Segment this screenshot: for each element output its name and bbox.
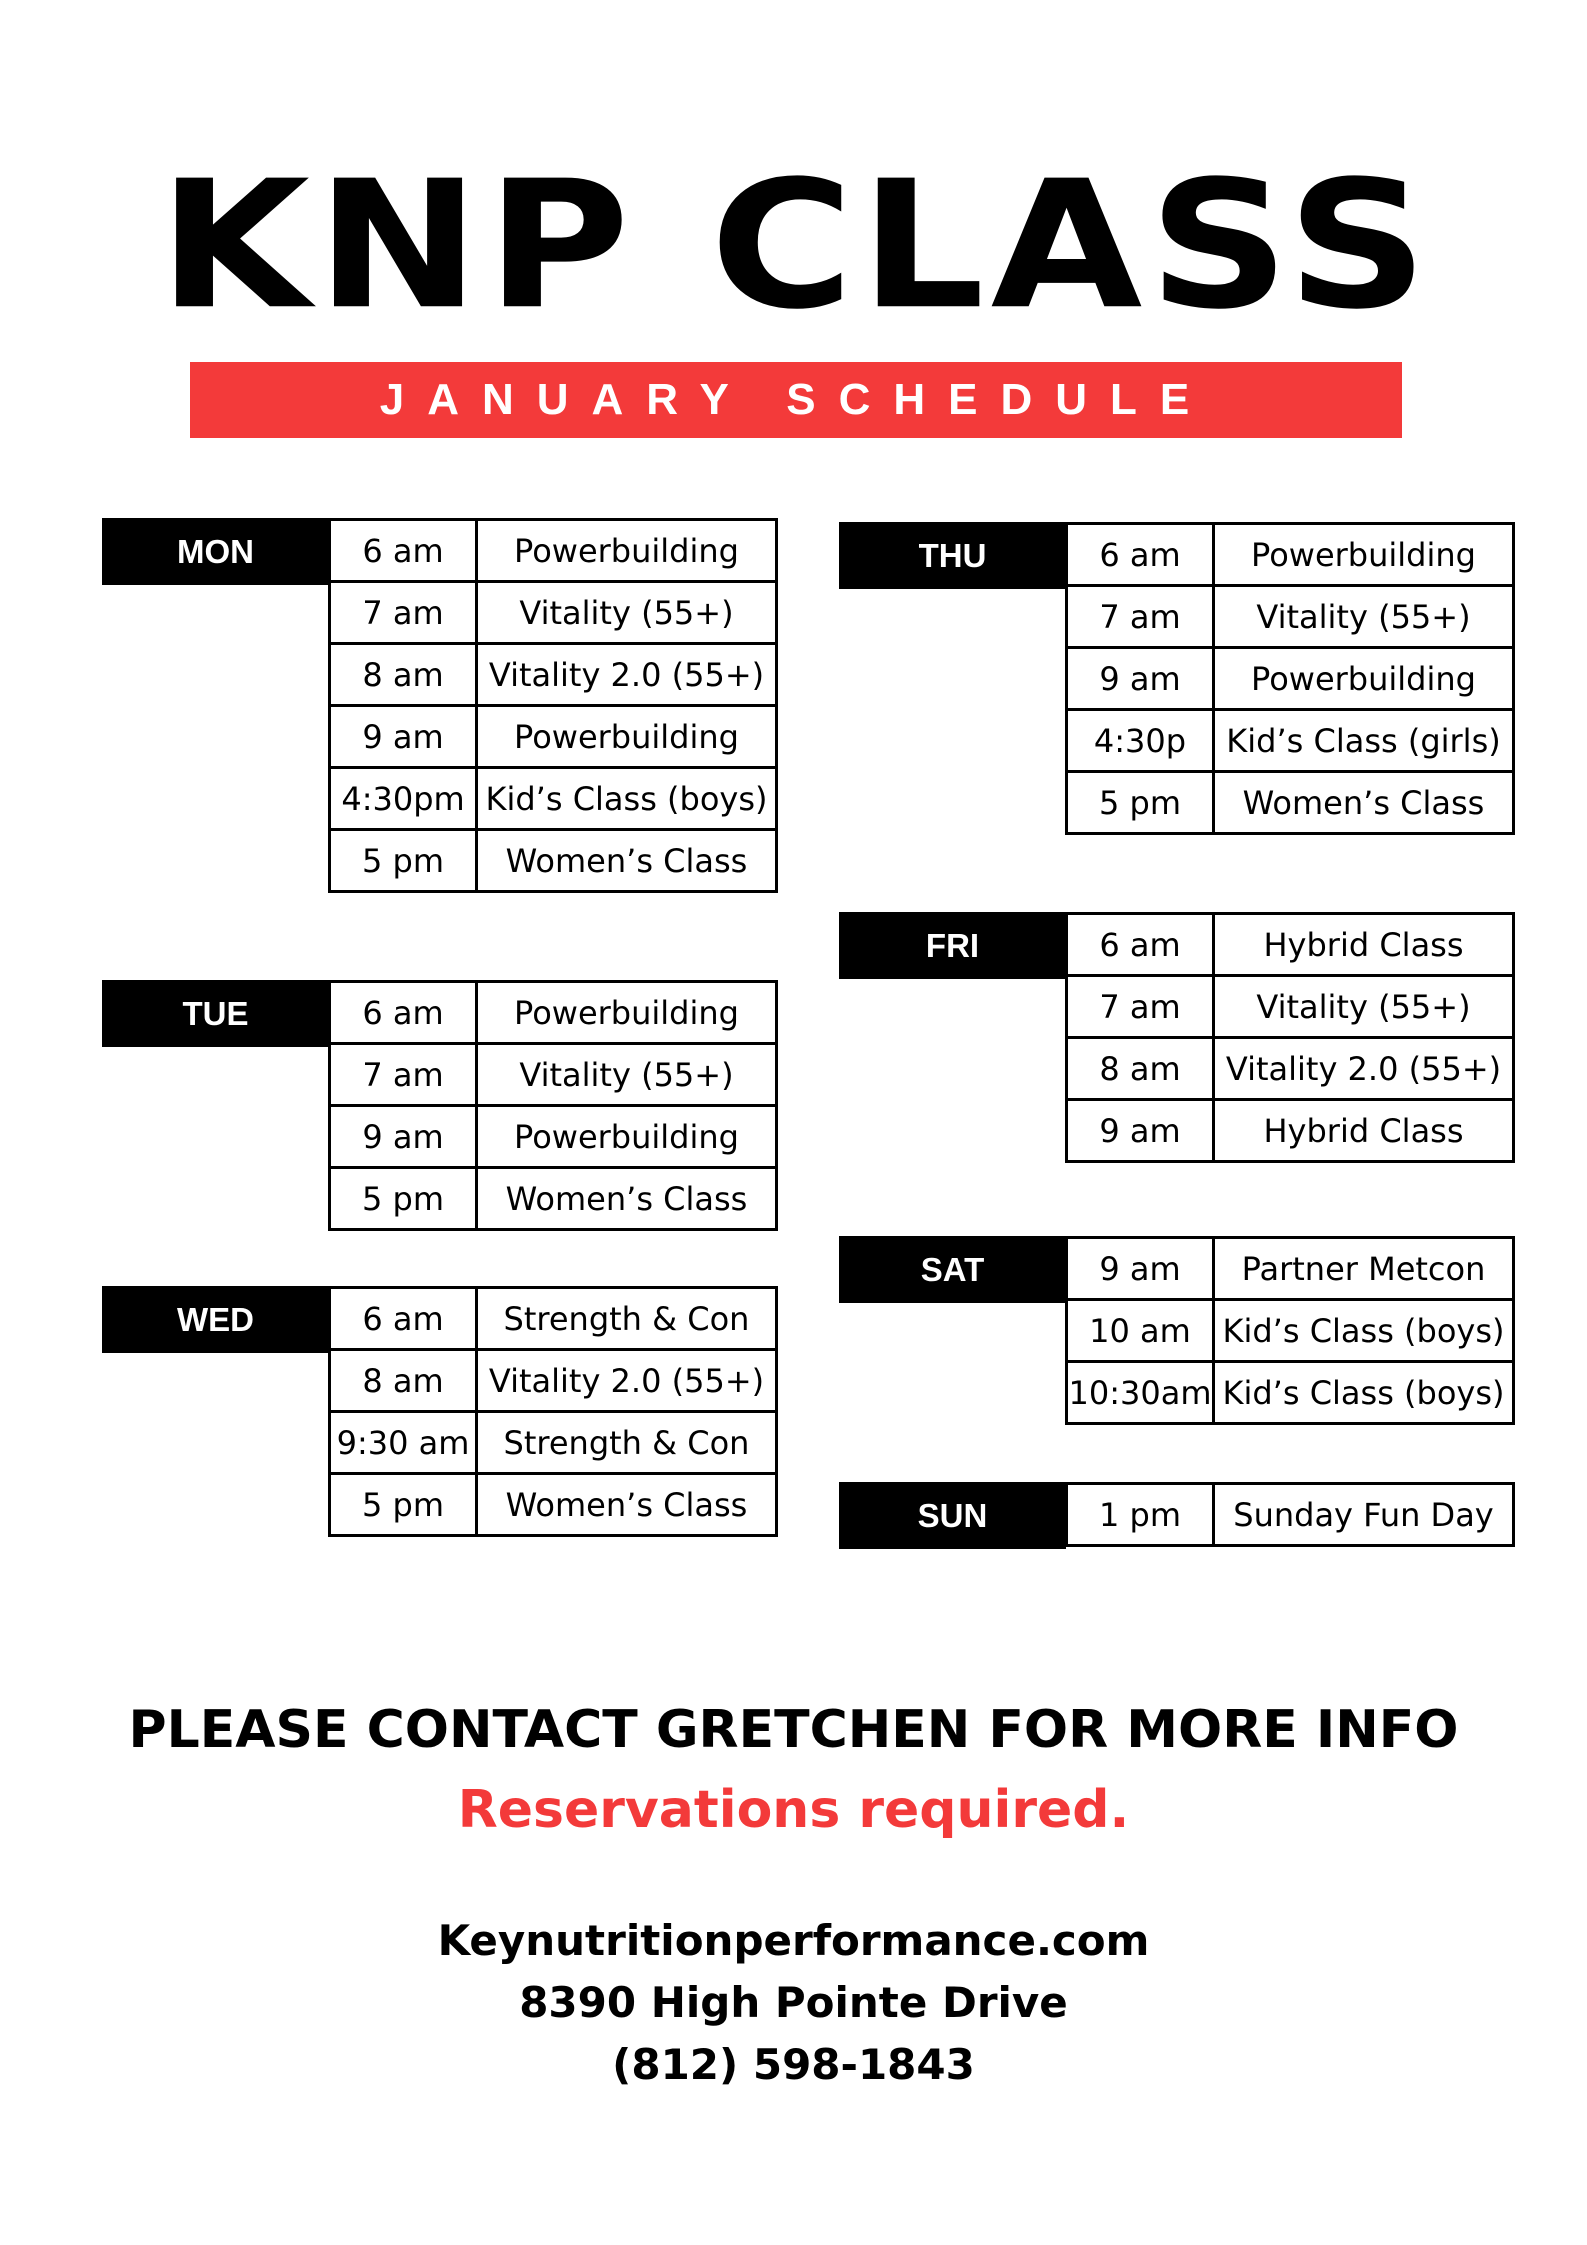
slot-class: Vitality 2.0 (55+) — [475, 642, 778, 707]
schedule-row — [328, 1410, 778, 1475]
schedule-row — [1065, 1482, 1515, 1547]
slot-time: 1 pm — [1065, 1482, 1215, 1547]
slot-class: Women’s Class — [475, 1166, 778, 1231]
schedule-row — [1065, 912, 1515, 977]
schedule-row — [328, 766, 778, 831]
slot-time: 4:30p — [1065, 708, 1215, 773]
slot-class: Hybrid Class — [1212, 912, 1515, 977]
slot-time: 8 am — [328, 1348, 478, 1413]
slot-class: Sunday Fun Day — [1212, 1482, 1515, 1547]
slot-time: 9 am — [1065, 646, 1215, 711]
slot-class: Kid’s Class (boys) — [1212, 1360, 1515, 1425]
schedule-row — [1065, 974, 1515, 1039]
slot-time: 4:30pm — [328, 766, 478, 831]
schedule-row — [1065, 1098, 1515, 1163]
slot-class: Hybrid Class — [1212, 1098, 1515, 1163]
schedule-row — [328, 580, 778, 645]
schedule-row — [1065, 646, 1515, 711]
slot-time: 8 am — [1065, 1036, 1215, 1101]
slot-time: 9 am — [328, 704, 478, 769]
slot-class: Powerbuilding — [475, 980, 778, 1045]
slot-class: Powerbuilding — [1212, 646, 1515, 711]
day-label-fri: FRI — [839, 912, 1066, 979]
schedule-row — [328, 1166, 778, 1231]
schedule-row — [1065, 522, 1515, 587]
slot-class: Vitality (55+) — [475, 580, 778, 645]
slot-time: 5 pm — [328, 1166, 478, 1231]
slot-time: 8 am — [328, 642, 478, 707]
schedule-row — [1065, 1036, 1515, 1101]
slot-class: Vitality (55+) — [475, 1042, 778, 1107]
day-label-wed: WED — [102, 1286, 329, 1353]
schedule-row — [1065, 1298, 1515, 1363]
slot-class: Vitality 2.0 (55+) — [1212, 1036, 1515, 1101]
slot-time: 6 am — [328, 518, 478, 583]
slot-class: Powerbuilding — [1212, 522, 1515, 587]
slot-class: Powerbuilding — [475, 518, 778, 583]
slot-class: Strength & Con — [475, 1410, 778, 1475]
slot-time: 10:30am — [1065, 1360, 1215, 1425]
slot-class: Kid’s Class (boys) — [1212, 1298, 1515, 1363]
slot-time: 5 pm — [328, 828, 478, 893]
slot-time: 6 am — [1065, 912, 1215, 977]
slot-time: 9 am — [328, 1104, 478, 1169]
day-label-mon: MON — [102, 518, 329, 585]
slot-class: Vitality 2.0 (55+) — [475, 1348, 778, 1413]
schedule-row — [328, 1042, 778, 1107]
slot-time: 7 am — [328, 580, 478, 645]
slot-time: 6 am — [1065, 522, 1215, 587]
slot-class: Kid’s Class (boys) — [475, 766, 778, 831]
slot-time: 9 am — [1065, 1236, 1215, 1301]
slot-time: 10 am — [1065, 1298, 1215, 1363]
day-label-thu: THU — [839, 522, 1066, 589]
schedule-row — [328, 828, 778, 893]
slot-time: 7 am — [1065, 974, 1215, 1039]
schedule-row — [328, 1348, 778, 1413]
schedule-row — [328, 1286, 778, 1351]
day-label-sun: SUN — [839, 1482, 1066, 1549]
slot-class: Women’s Class — [475, 828, 778, 893]
schedule-row — [328, 642, 778, 707]
slot-class: Women’s Class — [1212, 770, 1515, 835]
schedule-row — [328, 704, 778, 769]
slot-time: 6 am — [328, 1286, 478, 1351]
slot-class: Vitality (55+) — [1212, 584, 1515, 649]
slot-time: 5 pm — [328, 1472, 478, 1537]
slot-class: Women’s Class — [475, 1472, 778, 1537]
slot-class: Powerbuilding — [475, 1104, 778, 1169]
contact-heading: PLEASE CONTACT GRETCHEN FOR MORE INFO — [128, 1700, 1459, 1760]
day-label-sat: SAT — [839, 1236, 1066, 1303]
schedule-row — [1065, 1360, 1515, 1425]
slot-class: Kid’s Class (girls) — [1212, 708, 1515, 773]
schedule-row — [1065, 584, 1515, 649]
slot-time: 5 pm — [1065, 770, 1215, 835]
slot-time: 7 am — [1065, 584, 1215, 649]
slot-class: Vitality (55+) — [1212, 974, 1515, 1039]
slot-class: Strength & Con — [475, 1286, 778, 1351]
slot-time: 9 am — [1065, 1098, 1215, 1163]
schedule-row — [1065, 770, 1515, 835]
slot-time: 7 am — [328, 1042, 478, 1107]
slot-time: 9:30 am — [328, 1410, 478, 1475]
schedule-row — [328, 980, 778, 1045]
schedule-row — [328, 1104, 778, 1169]
schedule-banner: JANUARY SCHEDULE — [190, 362, 1402, 438]
schedule-row — [328, 518, 778, 583]
phone-number[interactable]: (812) 598-1843 — [612, 2040, 975, 2089]
website-link[interactable]: Keynutritionperformance.com — [437, 1916, 1150, 1965]
schedule-row — [1065, 708, 1515, 773]
schedule-row — [1065, 1236, 1515, 1301]
address-text: 8390 High Pointe Drive — [519, 1978, 1068, 2027]
page-title: KNP CLASS — [158, 142, 1434, 349]
slot-class: Powerbuilding — [475, 704, 778, 769]
day-label-tue: TUE — [102, 980, 329, 1047]
slot-class: Partner Metcon — [1212, 1236, 1515, 1301]
slot-time: 6 am — [328, 980, 478, 1045]
schedule-row — [328, 1472, 778, 1537]
reservations-note: Reservations required. — [457, 1780, 1130, 1840]
